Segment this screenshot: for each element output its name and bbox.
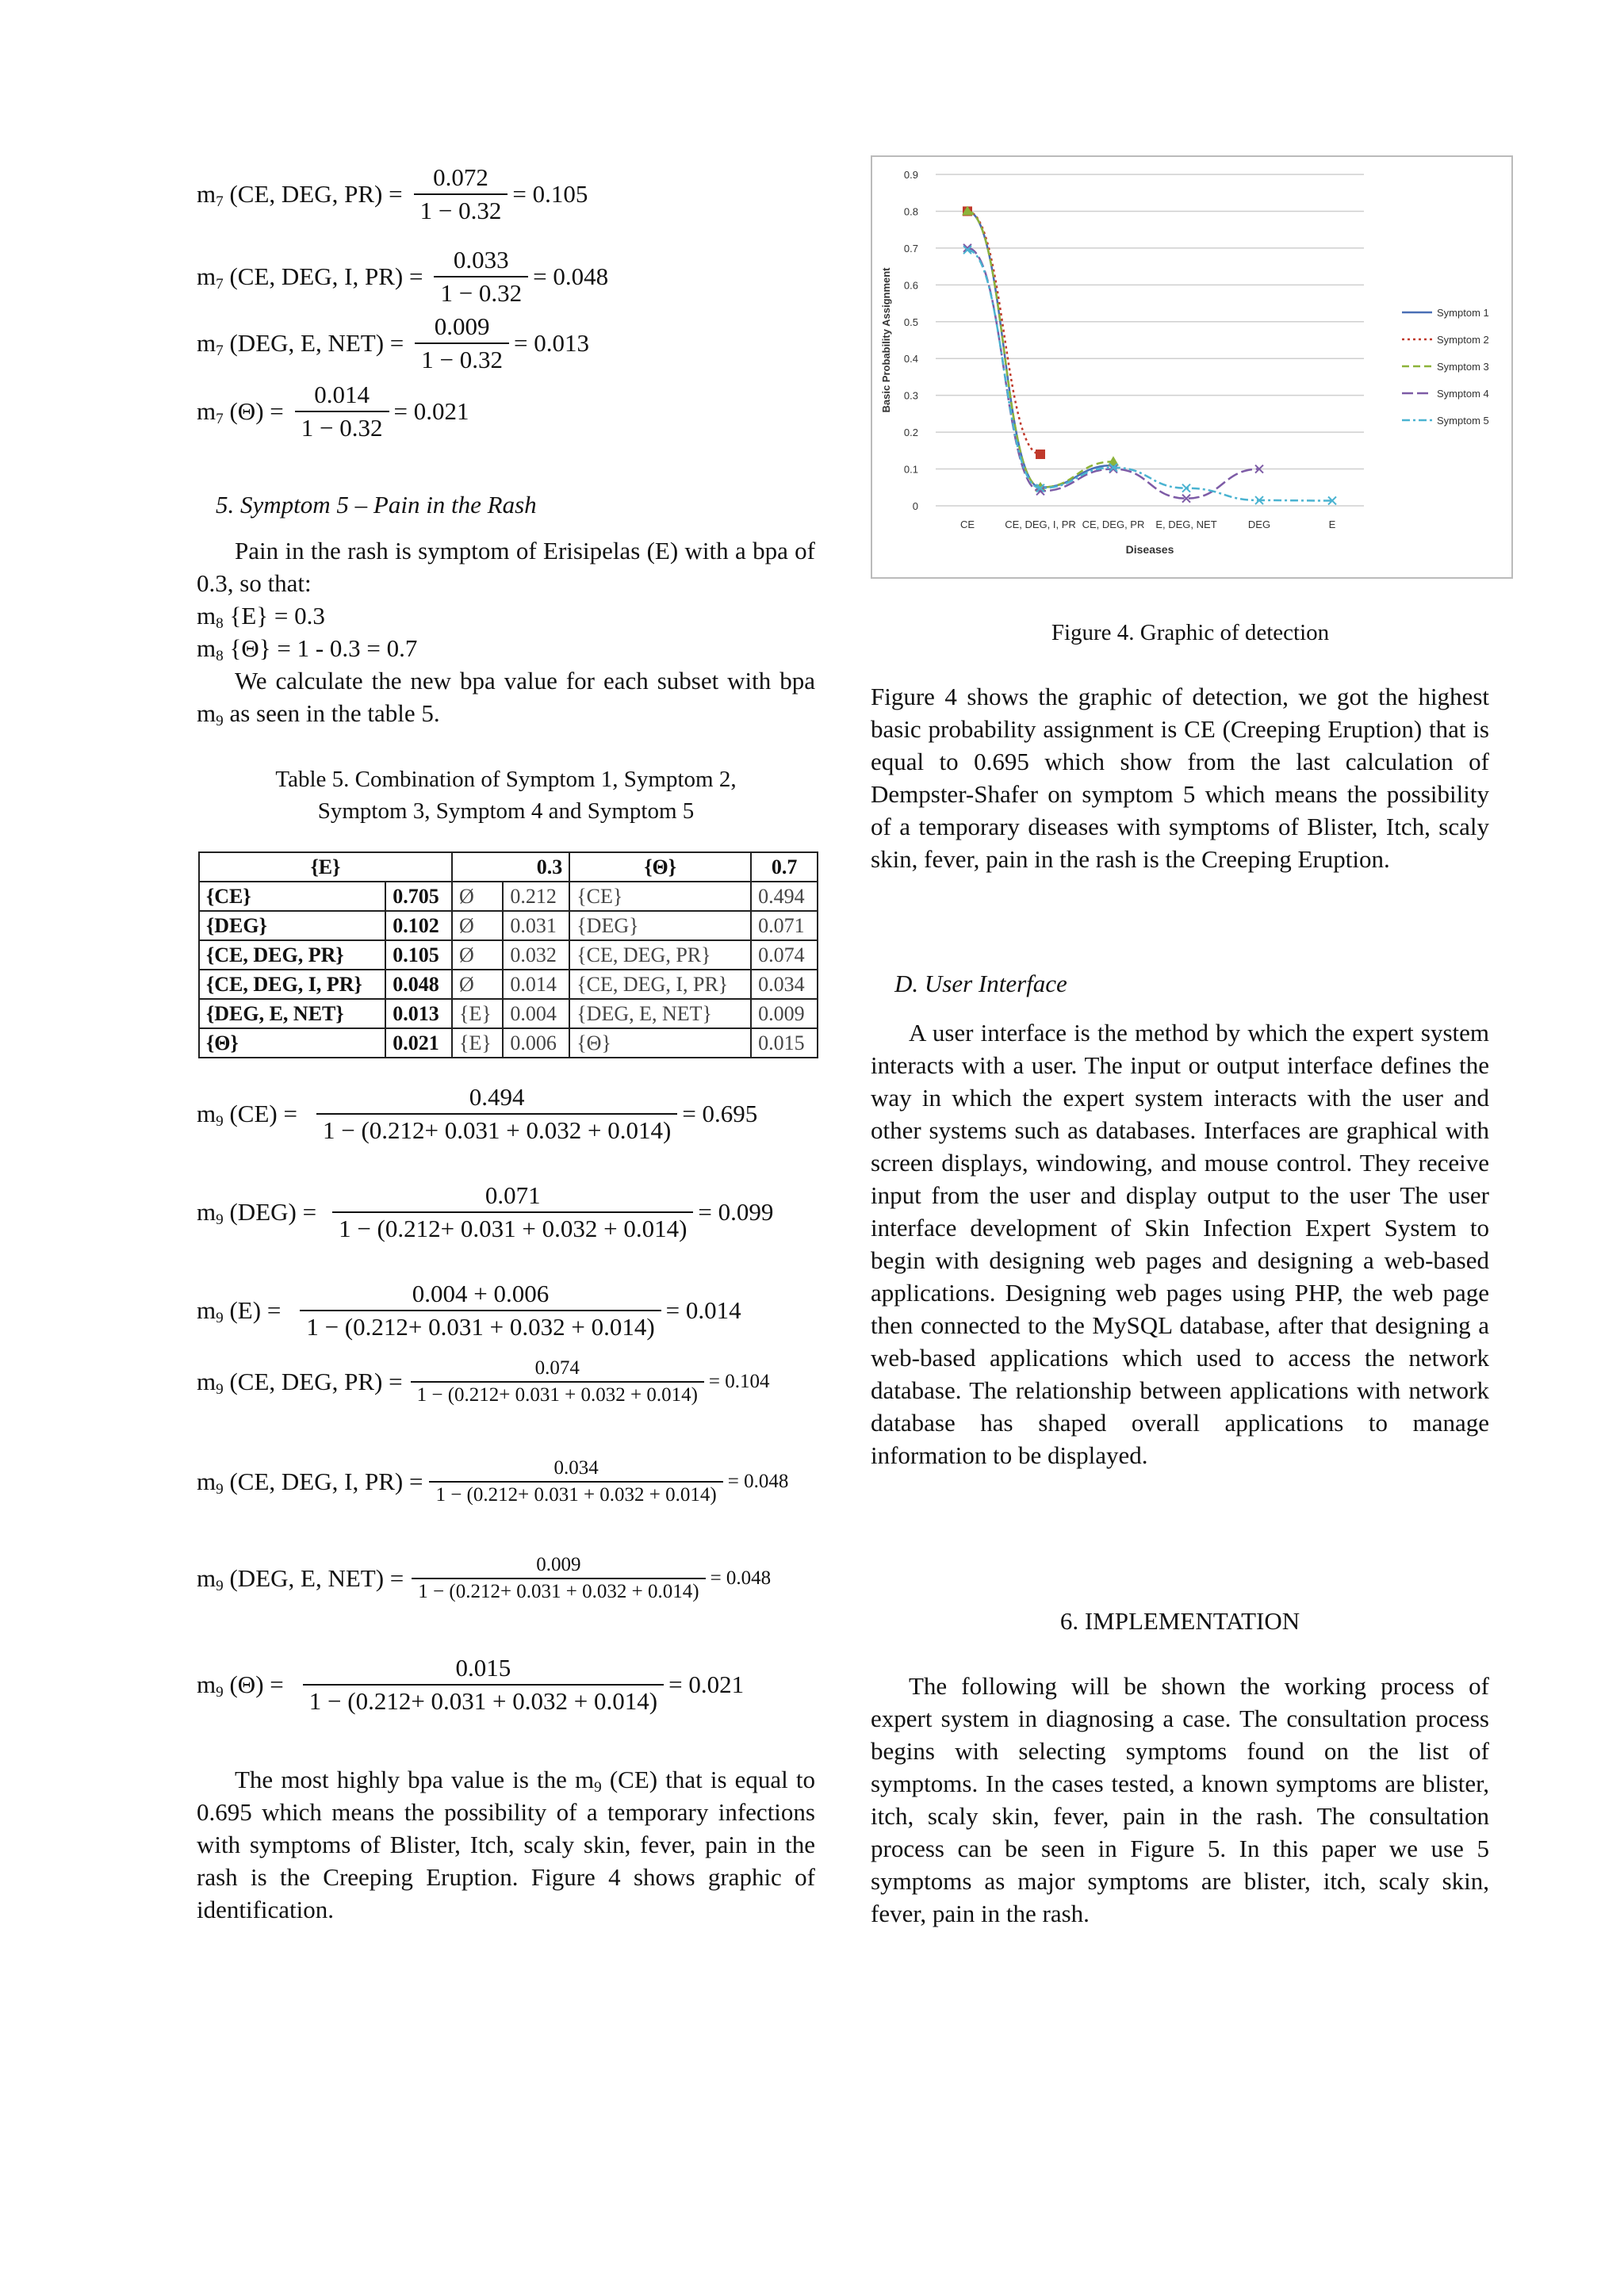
equation-lhs: $m_9$ (DEG, E, NET) = <box>197 1564 404 1594</box>
equation-denominator: 1 − 0.32 <box>419 197 502 224</box>
table-cell: 0.015 <box>751 1028 818 1058</box>
equation-lhs: $m_7$ (CE, DEG, I, PR) = <box>197 262 423 293</box>
equation-numerator: 0.009 <box>415 312 509 344</box>
table-cell: Ø <box>452 911 503 940</box>
equation-fraction <box>414 1357 701 1406</box>
table-row <box>199 970 818 999</box>
equation-result: = 0.048 <box>533 262 609 290</box>
equation-numerator: 0.074 <box>411 1357 704 1383</box>
table-header-row <box>199 852 818 882</box>
table-cell: 0.102 <box>385 911 452 940</box>
x-axis-label: Diseases <box>1125 543 1174 556</box>
equation-result: = 0.048 <box>710 1567 772 1589</box>
series-line-5 <box>967 250 1332 500</box>
equation-denominator: 1 − (0.212+ 0.031 + 0.032 + 0.014) <box>322 1116 672 1144</box>
table-cell: {CE, DEG, PR} <box>569 940 751 970</box>
table-cell: {DEG, E, NET} <box>199 999 385 1028</box>
section5-heading: 5. Symptom 5 – Pain in the Rash <box>216 491 537 519</box>
table-cell: {DEG, E, NET} <box>569 999 751 1028</box>
equation-denominator: 1 − 0.32 <box>440 279 523 307</box>
x-tick-label: CE, DEG, I, PR <box>1005 519 1076 530</box>
table5-caption: Table 5. Combination of Symptom 1, Symptom 2, Symptom 3, Symptom 4 and Symptom 5 <box>275 767 737 824</box>
equation-lhs: $m_9$ (CE) = <box>197 1100 297 1130</box>
table-cell: 0.071 <box>751 911 818 940</box>
table5 <box>198 851 818 1058</box>
table-cell: Ø <box>452 882 503 911</box>
legend-label: Symptom 1 <box>1437 307 1489 319</box>
table-cell: {DEG} <box>569 911 751 940</box>
table-cell: 0.031 <box>503 911 569 940</box>
equation-fraction <box>335 1181 690 1243</box>
y-tick-label: 0.9 <box>903 169 918 181</box>
equation-lhs: $m_9$ (Θ) = <box>197 1670 284 1701</box>
y-tick-label: 0.5 <box>903 316 918 328</box>
paragraph-pain-rash: Pain in the rash is symptom of Erisipelas (E) with a bpa of 0.3, so that: <box>197 537 815 597</box>
table-cell: {Θ} <box>569 1028 751 1058</box>
table-row <box>199 999 818 1028</box>
equation-m9-1 <box>197 1181 773 1243</box>
equation-fraction <box>418 312 506 374</box>
equation-denominator: 1 − (0.212+ 0.031 + 0.032 + 0.014) <box>418 1581 699 1602</box>
x-tick-label: CE, DEG, PR <box>1082 519 1145 530</box>
section6-heading: 6. IMPLEMENTATION <box>1059 1607 1300 1635</box>
x-tick-label: E, DEG, NET <box>1155 519 1217 530</box>
table-cell: {CE, DEG, I, PR} <box>199 970 385 999</box>
table-cell: {CE} <box>569 882 751 911</box>
table-row <box>199 1028 818 1058</box>
equation-denominator: 1 − (0.212+ 0.031 + 0.032 + 0.014) <box>339 1215 688 1242</box>
equation-m7-1 <box>197 246 608 308</box>
equation-numerator: 0.009 <box>412 1554 705 1579</box>
equation-fraction <box>432 1457 719 1506</box>
legend-label: Symptom 4 <box>1437 388 1489 400</box>
y-tick-label: 0.6 <box>903 279 918 292</box>
table-cell: 0.034 <box>751 970 818 999</box>
sectionD-heading: D. User Interface <box>894 970 1067 997</box>
equation-lhs: $m_9$ (DEG) = <box>197 1198 317 1228</box>
equation-result: = 0.104 <box>708 1371 770 1392</box>
x-tick-label: E <box>1328 519 1336 530</box>
table-header-cell: {E} <box>199 852 452 882</box>
legend-label: Symptom 5 <box>1437 415 1489 427</box>
equation-denominator: 1 − (0.212+ 0.031 + 0.032 + 0.014) <box>306 1313 655 1341</box>
table-cell: {CE, DEG, PR} <box>199 940 385 970</box>
table-cell: 0.014 <box>503 970 569 999</box>
paragraph-new-bpa: We calculate the new bpa value for each subset with bpa $m_9$ as seen in the table 5. <box>197 667 815 729</box>
table-row <box>199 911 818 940</box>
chart-svg <box>872 157 1511 577</box>
equation-fraction <box>298 381 386 442</box>
equation-lhs: $m_9$ (E) = <box>197 1296 282 1326</box>
table-header-cell: {Θ} <box>569 852 751 882</box>
table-cell: {Θ} <box>199 1028 385 1058</box>
equation-numerator: 0.015 <box>303 1654 664 1686</box>
table-header-cell: 0.7 <box>751 852 818 882</box>
equation-m7-2 <box>197 312 589 374</box>
equation-numerator: 0.071 <box>332 1181 693 1213</box>
equation-fraction <box>417 163 505 225</box>
equation-result: = 0.048 <box>727 1471 789 1492</box>
series-marker-2 <box>1036 450 1045 459</box>
x-tick-label: CE <box>959 519 975 530</box>
equation-lhs: $m_7$ (Θ) = <box>197 397 284 427</box>
equation-numerator: 0.072 <box>414 163 508 195</box>
equation-m7-3 <box>197 381 469 442</box>
y-axis-label: Basic Probability Assignment <box>880 267 892 413</box>
table-cell: Ø <box>452 970 503 999</box>
equation-denominator: 1 − (0.212+ 0.031 + 0.032 + 0.014) <box>435 1484 717 1506</box>
equation-result: = 0.105 <box>512 180 588 208</box>
equation-fraction <box>306 1654 661 1716</box>
equation-denominator: 1 − 0.32 <box>421 346 504 373</box>
equation-m9-0 <box>197 1083 757 1145</box>
equation-m9-5 <box>197 1554 771 1603</box>
y-tick-label: 0.7 <box>903 242 918 254</box>
equation-fraction <box>415 1554 702 1603</box>
table-cell: 0.105 <box>385 940 452 970</box>
table-cell: 0.494 <box>751 882 818 911</box>
table-cell: 0.021 <box>385 1028 452 1058</box>
legend-label: Symptom 3 <box>1437 361 1489 373</box>
equation-m9-3 <box>197 1357 770 1406</box>
table-cell: {DEG} <box>199 911 385 940</box>
table-cell: 0.032 <box>503 940 569 970</box>
x-tick-label: DEG <box>1247 519 1271 530</box>
equation-result: = 0.021 <box>668 1670 745 1698</box>
y-tick-label: 0.1 <box>903 463 918 476</box>
legend-label: Symptom 2 <box>1437 334 1489 346</box>
table-cell: 0.048 <box>385 970 452 999</box>
equation-m9-4 <box>197 1457 788 1506</box>
y-tick-label: 0 <box>912 500 918 512</box>
equation-result: = 0.099 <box>698 1198 774 1226</box>
table-cell: {CE} <box>199 882 385 911</box>
equation-result: = 0.014 <box>665 1296 741 1324</box>
m8-line-e: $m_8$ {E} = 0.3 <box>197 602 325 632</box>
equation-lhs: $m_9$ (CE, DEG, PR) = <box>197 1368 403 1398</box>
figure4-chart <box>871 155 1513 579</box>
equation-numerator: 0.014 <box>295 381 389 412</box>
table-cell: 0.004 <box>503 999 569 1028</box>
table-row <box>199 940 818 970</box>
table-cell: 0.009 <box>751 999 818 1028</box>
table-cell: {CE, DEG, I, PR} <box>569 970 751 999</box>
series-marker-5 <box>1182 484 1190 492</box>
paragraph-highest-bpa: The most highly bpa value is the $m_9$ (CE) that is equal to 0.695 which means the possibility of a temporary infections with symptoms of Blister, Itch, scaly skin, fever, pain in the rash is the Creeping Eruption. Figure 4 shows graphic of identification. <box>197 1766 816 1923</box>
table-cell: 0.212 <box>503 882 569 911</box>
table-cell: 0.006 <box>503 1028 569 1058</box>
equation-numerator: 0.004 + 0.006 <box>300 1280 661 1311</box>
equation-m9-2 <box>197 1280 741 1341</box>
y-tick-label: 0.3 <box>903 389 918 402</box>
table-cell: {E} <box>452 999 503 1028</box>
equation-result: = 0.021 <box>393 397 469 425</box>
equation-lhs: $m_7$ (DEG, E, NET) = <box>197 329 404 359</box>
equation-numerator: 0.033 <box>434 246 528 277</box>
table-cell: 0.705 <box>385 882 452 911</box>
paragraph-implementation: The following will be shown the working process of expert system in diagnosing a case. The consultation process begins with selecting symptoms found on the list of symptoms. In the cases tested, a known symptoms are blister, itch, scaly skin, fever, pain in the rash. The consultation process can be seen in Figure 5. In this paper we use 5 symptoms as major symptoms are blister, itch, scaly skin, fever, pain in the rash. <box>871 1672 1489 1927</box>
equation-result: = 0.695 <box>682 1100 758 1127</box>
equation-fraction <box>303 1280 657 1341</box>
paragraph-figure4: Figure 4 shows the graphic of detection, we got the highest basic probability assignment is CE (Creeping Eruption) that is equal to 0.695 which show from the last calculation of Dempster-Shafer on symptom 5 which means the possibility of a temporary diseases with symptoms of Blister, Itch, scaly skin, fever, pain in the rash is the Creeping Eruption. <box>871 683 1489 873</box>
equation-denominator: 1 − 0.32 <box>301 414 383 442</box>
figure4-caption: Figure 4. Graphic of detection <box>1051 620 1330 645</box>
table-header-cell: 0.3 <box>452 852 569 882</box>
equation-m7-0 <box>197 163 588 225</box>
table-cell: Ø <box>452 940 503 970</box>
paragraph-user-interface: A user interface is the method by which the expert system interacts with a user. The input or output interface defines the way in which the expert system interacts with the user and other systems such as databases. Interfaces are graphical with screen displays, windowing, and mouse control. They receive input from the user and display output to the user The user interface development of Skin Infection Expert System to begin with designing web pages and designing a web-based applications. Designing web pages using PHP, the web page then connected to the MySQL database, after that designing a web-based applications which used to access the network database. The relationship between applications with network database has shaped overall applications to manage information to be displayed. <box>871 1019 1489 1469</box>
equation-numerator: 0.034 <box>429 1457 722 1483</box>
series-line-3 <box>967 211 1113 487</box>
m8-line-theta: $m_8$ {Θ} = 1 - 0.3 = 0.7 <box>197 634 418 664</box>
equation-denominator: 1 − (0.212+ 0.031 + 0.032 + 0.014) <box>308 1687 658 1715</box>
equation-lhs: $m_9$ (CE, DEG, I, PR) = <box>197 1468 423 1498</box>
equation-lhs: $m_7$ (CE, DEG, PR) = <box>197 180 403 210</box>
table-row <box>199 882 818 911</box>
table-cell: 0.013 <box>385 999 452 1028</box>
table-cell: 0.074 <box>751 940 818 970</box>
equation-numerator: 0.494 <box>316 1083 677 1115</box>
equation-result: = 0.013 <box>514 329 589 357</box>
table-cell: {E} <box>452 1028 503 1058</box>
y-tick-label: 0.8 <box>903 205 918 218</box>
equation-m9-6 <box>197 1654 744 1716</box>
y-tick-label: 0.2 <box>903 427 918 439</box>
equation-fraction <box>437 246 525 308</box>
equation-fraction <box>320 1083 674 1145</box>
equation-denominator: 1 − (0.212+ 0.031 + 0.032 + 0.014) <box>416 1384 698 1406</box>
y-tick-label: 0.4 <box>903 353 918 365</box>
